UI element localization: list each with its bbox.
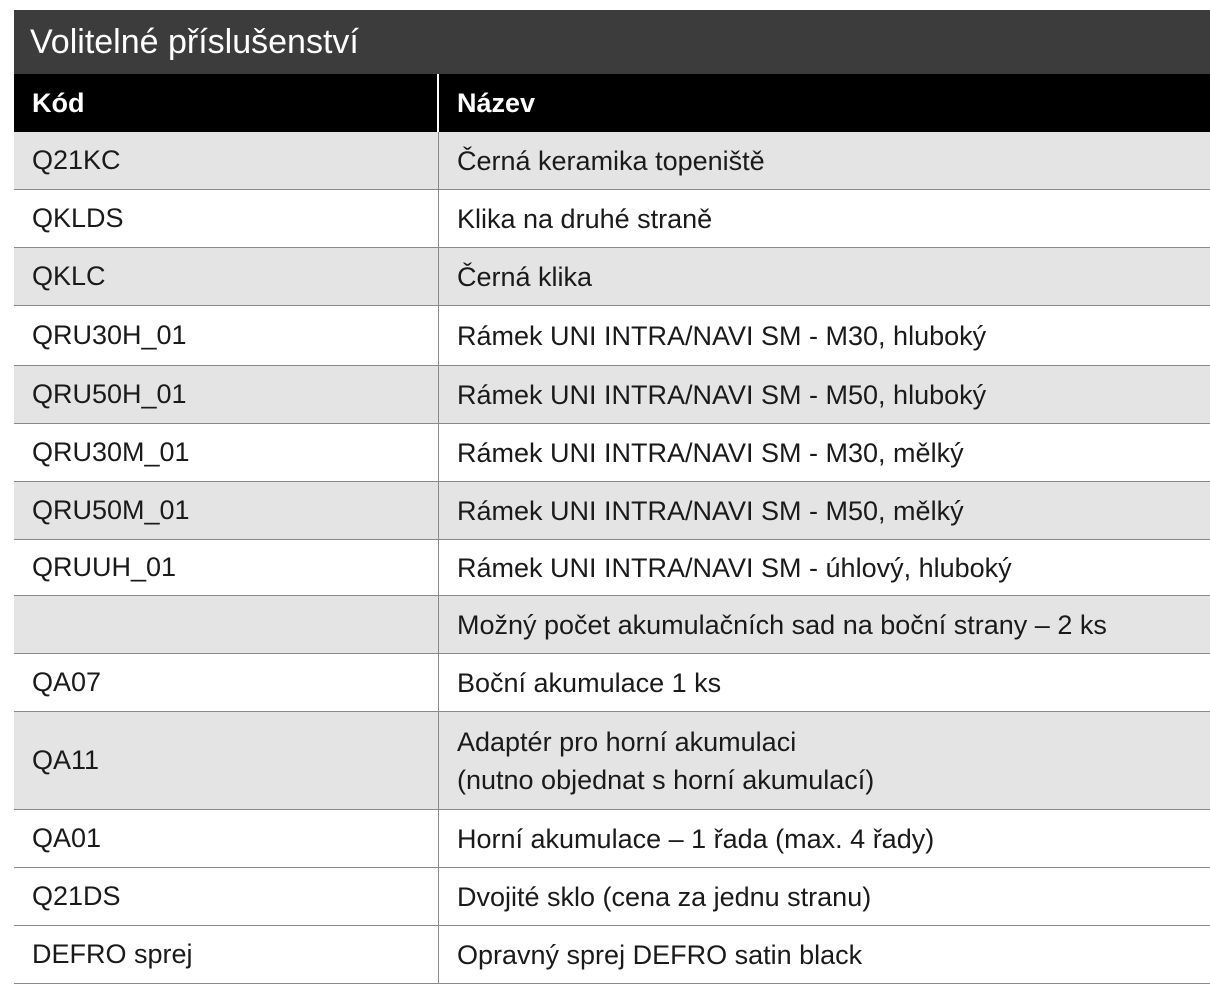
cell-code: QRU50H_01 [14,366,439,423]
cell-name [439,596,1210,653]
table-row [14,810,1210,868]
cell-code: QRU30H_01 [14,306,439,365]
cell-code: QRU30M_01 [14,424,439,481]
cell-name-line: Černá klika [457,261,593,292]
table-title: Volitelné příslušenství [14,10,1210,74]
cell-code: QKLDS [14,190,439,247]
cell-code: QKLC [14,248,439,305]
table-row [14,654,1210,712]
cell-code: QA07 [14,654,439,711]
accessories-table [14,10,1210,984]
cell-name [439,424,1210,481]
table-row [14,596,1210,654]
table-row [14,868,1210,926]
table-row [14,306,1210,366]
cell-name-line: Rámek UNI INTRA/NAVI SM - M30, hluboký [457,320,987,351]
cell-name-line: Černá keramika topeniště [457,145,765,176]
cell-name [439,482,1210,539]
cell-name [439,868,1210,925]
cell-code: Q21KC [14,132,439,189]
cell-name [439,712,1210,809]
table-row [14,248,1210,306]
cell-code: QA01 [14,810,439,867]
table-row [14,712,1210,810]
cell-name [439,540,1210,595]
cell-name [439,926,1210,983]
table-row [14,366,1210,424]
cell-name-line: Rámek UNI INTRA/NAVI SM - M30, mělký [457,437,964,468]
header-name: Název [457,87,536,118]
table-row [14,540,1210,596]
table-body [14,132,1210,984]
cell-code [14,596,439,653]
cell-code: Q21DS [14,868,439,925]
cell-name-line: Opravný sprej DEFRO satin black [457,939,863,970]
table-header-row [14,74,1210,132]
cell-code: DEFRO sprej [14,926,439,983]
cell-name-line: Adaptér pro horní akumulaci [457,726,797,757]
table-row [14,424,1210,482]
cell-name-line: (nutno objednat s horní akumulací) [457,764,875,795]
cell-name-line: Rámek UNI INTRA/NAVI SM - M50, hluboký [457,379,987,410]
cell-name-line: Klika na druhé straně [457,203,713,234]
table-row [14,926,1210,984]
cell-code: QRUUH_01 [14,540,439,595]
cell-name-line: Rámek UNI INTRA/NAVI SM - M50, mělký [457,495,964,526]
table-row [14,132,1210,190]
cell-name [439,654,1210,711]
cell-name [439,306,1210,365]
table-row [14,482,1210,540]
cell-name-line: Dvojité sklo (cena za jednu stranu) [457,881,872,912]
cell-code: QA11 [14,712,439,809]
cell-code: QRU50M_01 [14,482,439,539]
cell-name-line: Rámek UNI INTRA/NAVI SM - úhlový, hluboký [457,552,1012,583]
cell-name [439,810,1210,867]
cell-name [439,190,1210,247]
cell-name [439,366,1210,423]
table-row [14,190,1210,248]
cell-name [439,248,1210,305]
cell-name-line: Boční akumulace 1 ks [457,667,722,698]
header-code: Kód [14,74,439,132]
cell-name-line: Možný počet akumulačních sad na boční strany – 2 ks [457,609,1107,640]
cell-name [439,132,1210,189]
cell-name-line: Horní akumulace – 1 řada (max. 4 řady) [457,823,935,854]
